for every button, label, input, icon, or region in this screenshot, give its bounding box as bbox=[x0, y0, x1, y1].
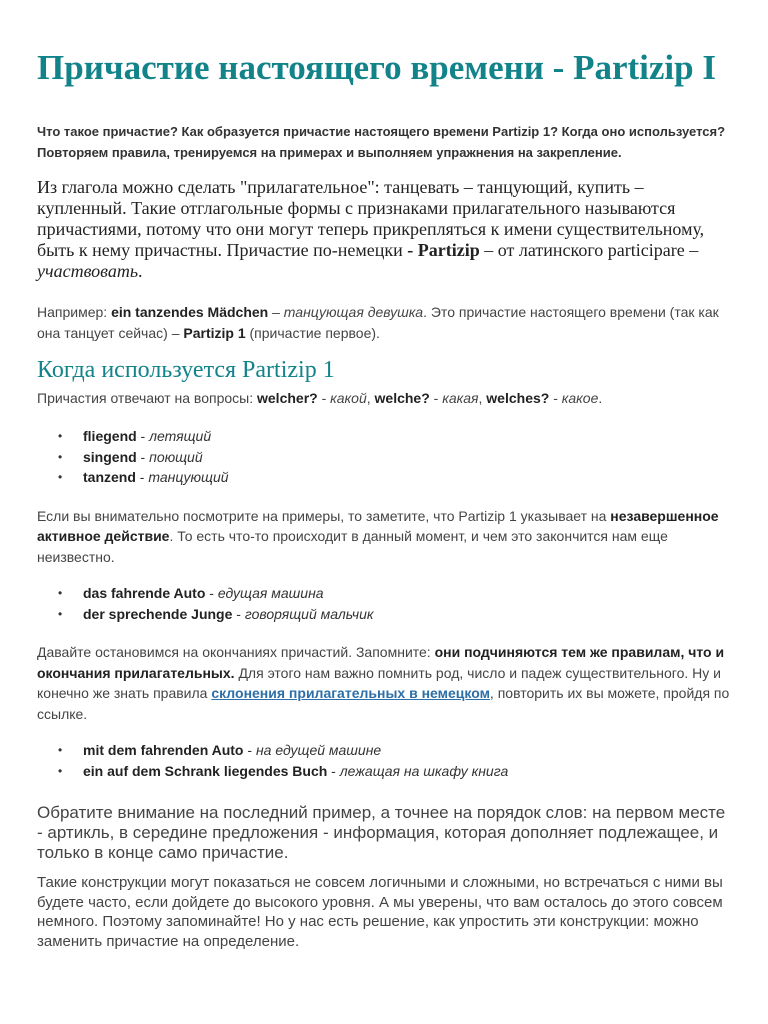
list-item-sep: - bbox=[232, 605, 245, 622]
answer-3: какое bbox=[561, 390, 599, 406]
definition-italic: участвовать bbox=[37, 261, 139, 281]
list-item bbox=[83, 604, 732, 625]
section-heading: Когда используется Partizip 1 bbox=[37, 357, 335, 383]
question-1: welcher? bbox=[257, 390, 318, 406]
endings-text: Давайте остановимся на окончаниях причастий. Запомните: bbox=[37, 644, 435, 660]
list-item bbox=[83, 467, 732, 488]
definition-text: Из глагола можно сделать "прилагательное": танцевать – танцующий, купить – купленный. Такие отглагольные формы с признаками прилагательного называются причастиями, потому что они могут теперь прикрепляться к имени существительному, быть к нему причастны. Причастие по-немецки bbox=[37, 177, 705, 260]
example-list bbox=[37, 583, 732, 624]
list-item-de: mit dem fahrenden Auto bbox=[83, 742, 244, 758]
list-item-de: fliegend bbox=[83, 428, 137, 444]
word-order-list bbox=[37, 740, 732, 781]
definition-end: . bbox=[138, 261, 143, 281]
list-item-sep: - bbox=[243, 742, 256, 758]
questions-paragraph bbox=[37, 388, 732, 408]
page-title: Причастие настоящего времени - Partizip I bbox=[37, 48, 716, 87]
question-3: welches? bbox=[486, 390, 550, 406]
example-term: Partizip 1 bbox=[183, 324, 246, 341]
example-suffix: (причастие первое). bbox=[245, 324, 380, 341]
list-item bbox=[83, 761, 732, 782]
example-phrase: ein tanzendes Mädchen bbox=[111, 304, 269, 320]
list-item-de: ein auf dem Schrank liegendes Buch bbox=[83, 762, 328, 779]
list-item-ru: поющий bbox=[149, 448, 203, 465]
list-item bbox=[83, 426, 732, 447]
list-item-ru: лежащая на шкафу книга bbox=[339, 762, 509, 779]
example-paragraph bbox=[37, 302, 732, 343]
list-item-de: das fahrende Auto bbox=[83, 585, 206, 601]
answer-2: какая bbox=[442, 390, 479, 406]
list-item bbox=[83, 583, 732, 604]
definition-text-2: – от латинского participare – bbox=[479, 240, 699, 260]
list-item-de: singend bbox=[83, 448, 137, 465]
answer-1: какой bbox=[330, 390, 367, 406]
action-bold: незавершенное активное действие bbox=[37, 507, 719, 544]
questions-end: . bbox=[598, 390, 603, 406]
endings-text-2: Для этого нам важно помнить род, число и падеж существительного. Ну и конечно же знать правила bbox=[37, 664, 721, 701]
list-item-ru: летящий bbox=[149, 428, 212, 444]
list-item-ru: танцующий bbox=[148, 469, 229, 485]
example-prefix: Например: bbox=[37, 304, 112, 320]
list-item-ru: говорящий мальчик bbox=[244, 605, 374, 622]
question-2: welche? bbox=[374, 390, 430, 406]
questions-prefix: Причастия отвечают на вопросы: bbox=[37, 390, 257, 406]
list-item-sep: - bbox=[327, 762, 340, 779]
endings-text-3: , повторить их вы можете, пройдя по ссылке. bbox=[37, 685, 730, 722]
list-item-de: tanzend bbox=[83, 469, 136, 485]
list-item-ru: едущая машина bbox=[217, 585, 324, 601]
endings-bold: они подчиняются тем же правилам, что и окончания прилагательных. bbox=[37, 644, 725, 681]
definition-bold-term: - Partizip bbox=[407, 240, 480, 260]
list-item bbox=[83, 447, 732, 468]
closing-paragraph: Такие конструкции могут показаться не совсем логичными и сложными, но встречаться с ними вы будете часто, если дойдете до высокого уровня. А мы уверены, что вам осталось до этого совсем немного. Поэтому запоминайте! Но у нас есть решение, как упростить эти конструкции: можно заменить причастие на определение. bbox=[37, 874, 723, 950]
action-paragraph bbox=[37, 506, 732, 568]
list-item-ru: на едущей машине bbox=[255, 742, 382, 758]
example-translation: танцующая девушка bbox=[283, 304, 424, 320]
list-item bbox=[83, 740, 732, 761]
word-order-paragraph: Обратите внимание на последний пример, а точнее на порядок слов: на первом месте - артикль, в середине предложения - информация, которая дополняет подлежащее, и только в конце само причастие. bbox=[37, 803, 726, 862]
question-sep-1: - bbox=[317, 390, 331, 406]
question-sep-3: - bbox=[549, 390, 562, 406]
definition-paragraph bbox=[37, 177, 732, 282]
action-text: Если вы внимательно посмотрите на примеры, то заметите, что Partizip 1 указывает на bbox=[37, 507, 611, 524]
comma-2: , bbox=[478, 390, 487, 406]
list-item-sep: - bbox=[135, 469, 149, 485]
list-item-sep: - bbox=[136, 448, 150, 465]
comma-1: , bbox=[366, 390, 375, 406]
example-dash: – bbox=[268, 304, 284, 320]
participle-list bbox=[37, 426, 732, 488]
list-item-de: der sprechende Junge bbox=[83, 605, 233, 622]
action-text-2: . То есть что-то происходит в данный момент, и чем это закончится нам еще неизвестно. bbox=[37, 528, 668, 565]
declension-link[interactable]: склонения прилагательных в немецком bbox=[211, 685, 490, 701]
endings-paragraph bbox=[37, 642, 732, 724]
list-item-sep: - bbox=[205, 585, 218, 601]
question-sep-2: - bbox=[429, 390, 443, 406]
example-mid: . Это причастие настоящего времени (так как она танцует сейчас) – bbox=[37, 304, 719, 341]
intro-paragraph: Что такое причастие? Как образуется причастие настоящего времени Partizip 1? Когда оно используется? Повторяем правила, тренируемся на примерах и выполняем упражнения на закрепление. bbox=[37, 124, 726, 160]
list-item-sep: - bbox=[136, 428, 150, 444]
